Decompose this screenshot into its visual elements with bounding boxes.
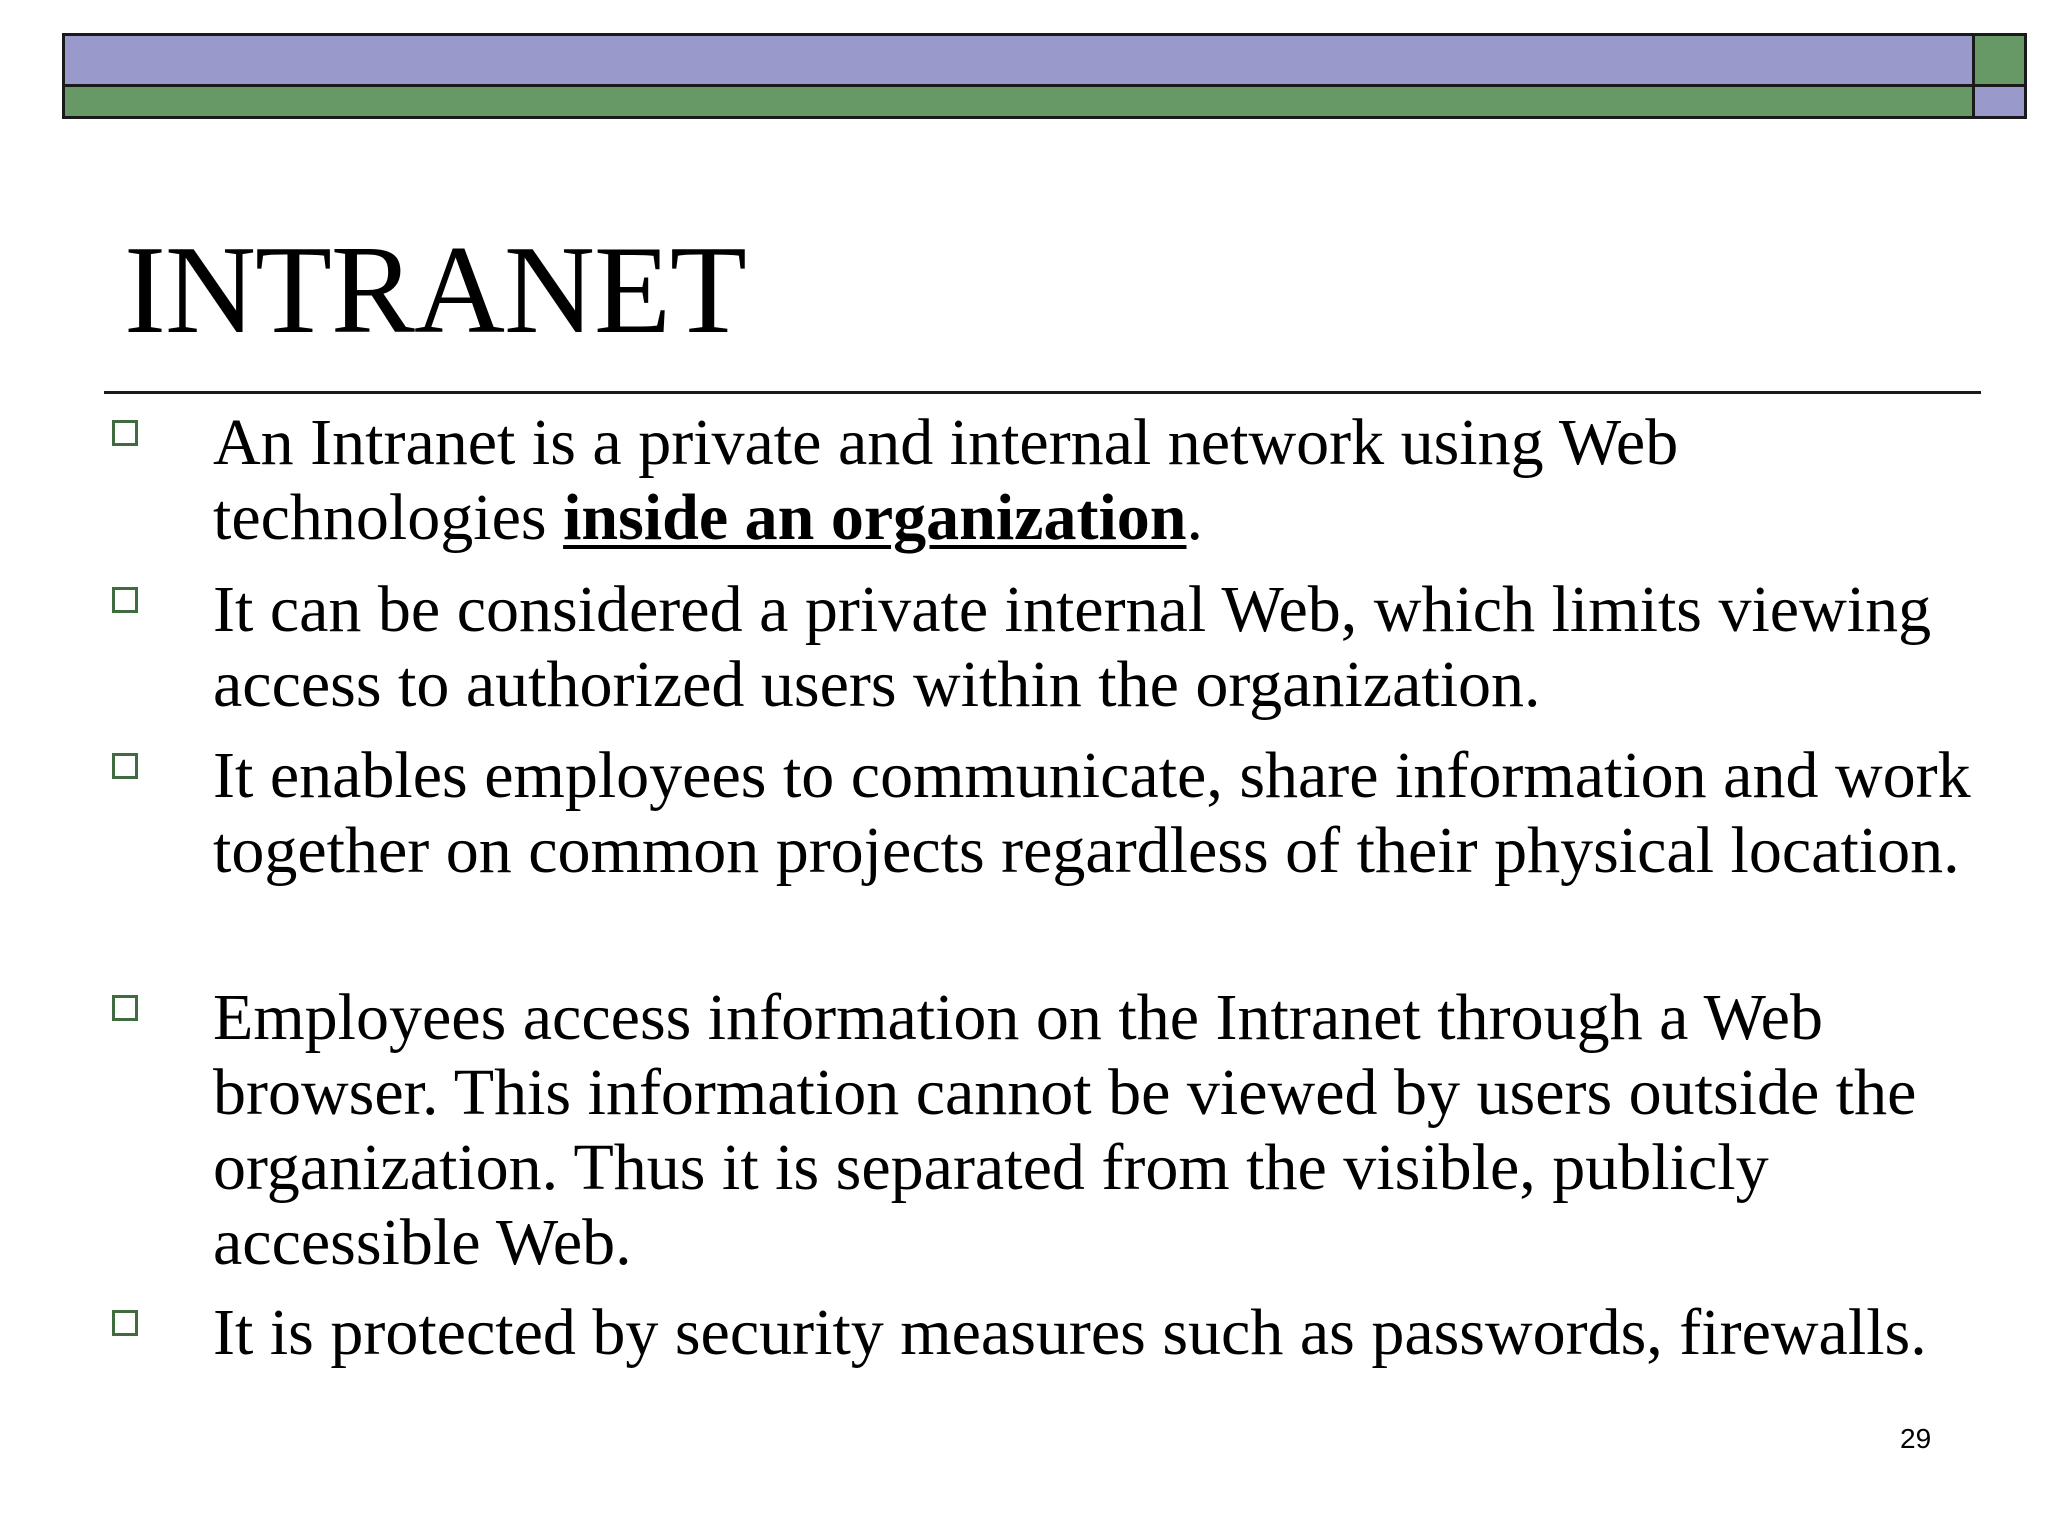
square-bullet-icon bbox=[112, 1310, 138, 1336]
square-bullet-icon bbox=[112, 753, 138, 779]
bullet-text-1-start: An Intranet is a private and internal network using Web technologies bbox=[213, 406, 1679, 554]
bullet-text-1-end: . bbox=[1186, 481, 1204, 554]
bullet-text-4: Employees access information on the Intranet through a Web browser. This information cannot be viewed by users outside the organization. Thus it is separated from the visible, publicly accessible Web. bbox=[213, 981, 1917, 1279]
bullet-text-1 bbox=[213, 405, 1973, 555]
bullet-text-1-emphasis: inside an organization bbox=[563, 481, 1187, 554]
bullet-text-3: It enables employees to communicate, share information and work together on common projects regardless of their physical location. bbox=[213, 739, 1971, 887]
header-corner-green bbox=[1972, 33, 2027, 87]
bullet-text-2: It can be considered a private internal Web, which limits viewing access to authorized users within the organization. bbox=[213, 573, 1932, 721]
bullet-text-5: It is protected by security measures such as passwords, firewalls. bbox=[213, 1296, 1927, 1369]
header-corner-purple bbox=[1972, 84, 2027, 119]
square-bullet-icon bbox=[112, 587, 138, 613]
square-bullet-icon bbox=[112, 995, 138, 1021]
page-number: 29 bbox=[1900, 1423, 1932, 1454]
header-band-green bbox=[62, 84, 1975, 119]
slide-title: INTRANET bbox=[124, 221, 746, 360]
square-bullet-icon bbox=[112, 420, 138, 446]
title-divider bbox=[104, 391, 1981, 394]
header-band-purple bbox=[62, 33, 1975, 87]
